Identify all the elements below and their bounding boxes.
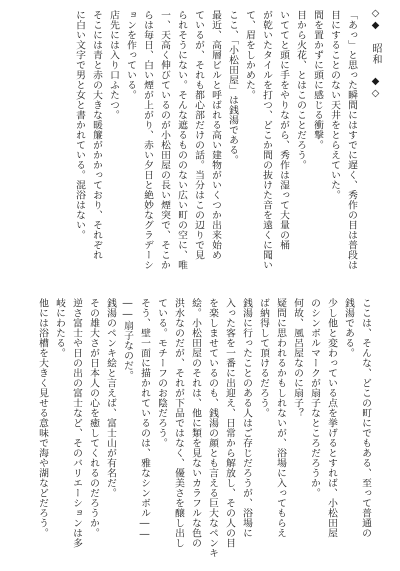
text-line: ――扇子なのだ。: [122, 298, 133, 381]
lower-text-block: [34, 298, 374, 566]
text-line: を楽しませているのも、銭湯の顔とも言える巨大なペンキ: [207, 298, 218, 558]
text-line: 洪水なのだが、それが下品ではなく、優美さを醸し出し: [173, 298, 184, 548]
text-line: 目から火花、とはこのことだろう。: [295, 10, 306, 170]
text-line: そう、壁一面に描かれているのは、雅なシンボル――: [139, 298, 150, 541]
text-line: 銭湯のペンキ絵と言えば、富士山が有名だ。: [105, 298, 116, 498]
text-line: 疑問に思われるかもしれないが、浴場に入ってもらえ: [275, 298, 286, 538]
text-line: のシンボルマークが扇子なところだろうか。: [309, 298, 320, 498]
chapter-header: ◇◆ 昭和 ◆◇: [370, 8, 381, 100]
text-line: ば納得して頂けるだろう。: [258, 298, 269, 418]
text-line: ョンを作っている。: [125, 10, 136, 100]
text-line: 最近、高層ビルと呼ばれる高い建物がいくつか出来始め: [210, 10, 221, 260]
text-line: ここは、そんな、どこの町にでもある、至って普通の: [360, 298, 371, 538]
text-line: 銭湯である。: [343, 298, 354, 358]
text-line: に白い文字で男と女と書かれている。混浴はない。: [74, 10, 85, 240]
text-line: 逆さ富士や日の出の富士など、そのバリエーションは多: [71, 298, 82, 548]
text-line: いててと頭に手をやりながら、秀作は湿って大量の桶: [278, 10, 289, 250]
text-line: て、眉をしかめた。: [244, 10, 255, 100]
text-line: ている。モチーフのお陰だろう。: [156, 298, 167, 448]
text-line: 何故、風呂屋なのに扇子？: [292, 298, 303, 418]
text-line: ているが、それも都心部だけの話。当分はこの辺りで見: [193, 10, 204, 260]
text-line: 絵。小松田屋のそれは、他に類を見ないカラフルな色の: [190, 298, 201, 548]
text-line: ここ、「小松田屋」は銭湯である。: [227, 10, 238, 166]
text-line: 「あっ」と思った瞬間にはすでに遅く、秀作の目は普段は: [346, 10, 357, 270]
text-line: られそうにない。そんな遮るもののない広い町の空に、唯: [176, 10, 187, 270]
text-line: らは毎日、白い煙が上がり、赤い夕日と絶妙なグラデーシ: [142, 10, 153, 270]
text-line: そこには青と赤の大きな暖簾がかかっており、それぞれ: [91, 10, 102, 260]
text-line: 岐にわたる。: [54, 298, 65, 358]
text-line: 入った客を一番に出迎え、日常から解放し、その人の目: [224, 298, 235, 548]
text-line: 一、天高く伸びているのが小松田屋の長い煙突で、そこか: [159, 10, 170, 270]
text-line: 間を置かずに頭に感じる衝撃。: [312, 10, 323, 150]
text-line: 少し他と変わっている点を挙げるとすれば、小松田屋: [326, 298, 337, 538]
upper-text-block: [71, 10, 360, 282]
text-line: が乾いたタイルを打つ、どこか間の抜けた音を遠くに聞い: [261, 10, 272, 270]
text-line: 店先には入り口ふたつ。: [108, 10, 119, 120]
text-line: 目にすることのない天井をとらえていた。: [329, 10, 340, 200]
text-line: 他には浴槽を大きく見せる意味で海や湖などだろう。: [37, 298, 48, 538]
text-line: その雄大さが日本人の心を癒してくれるのだろうか。: [88, 298, 99, 538]
text-line: 銭湯に行ったことのある人はご存じだろうが、浴場に: [241, 298, 252, 538]
